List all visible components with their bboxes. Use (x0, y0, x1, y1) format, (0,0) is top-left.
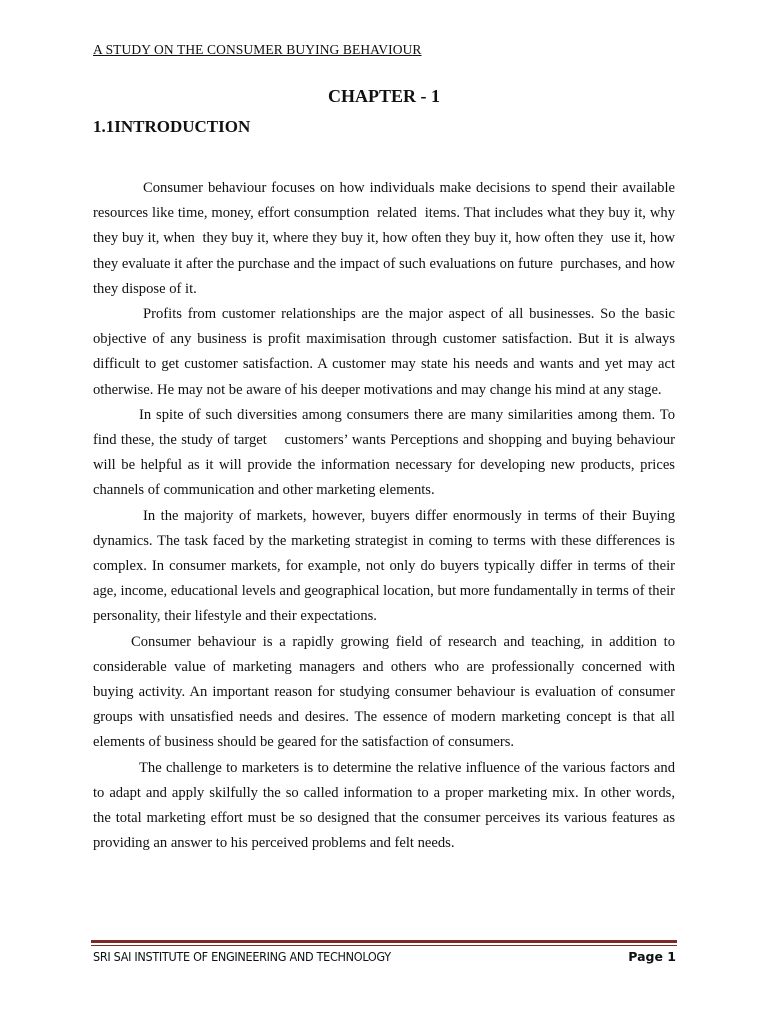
section-heading: 1.1INTRODUCTION (93, 117, 251, 136)
paragraph-6: The challenge to marketers is to determine the relative influence of the various factors and to adapt and apply skilfully the so called information to a proper marketing mix. In other words, the total marketing effort must be so designed that the consumer perceives its various features as providing an answer to his perceived problems and felt needs. (93, 759, 675, 852)
paragraph-3: In spite of such diversities among consumers there are many similarities among them. To find these, the study of target customers’ wants Perceptions and shopping and buying behaviour will be helpful as it will provide the information necessary for developing new products, prices channels of communication and other marketing elements. (93, 406, 679, 499)
running-header: A STUDY ON THE CONSUMER BUYING BEHAVIOUR (93, 42, 422, 57)
paragraph-1: Consumer behaviour focuses on how individuals make decisions to spend their available resources like time, money, effort consumption related items. That includes what they buy it, why they buy it, when they buy it, where they buy it, how often they buy it, how often they use it, how they evaluate it after the purchase and the impact of such evaluations on future purchases, and how they dispose of it. (93, 180, 683, 297)
chapter-heading: CHAPTER - 1 (328, 86, 440, 106)
body-text (93, 176, 683, 856)
paragraph-5: Consumer behaviour is a rapidly growing field of research and teaching, in addition to considerable value of marketing managers and others who are professionally concerned with buying activity. An important reason for studying consumer behaviour is evaluation of consumer groups with unsatisfied needs and desires. The essence of modern marketing concept is that all elements of business should be geared for the satisfaction of consumers. (93, 633, 675, 751)
paragraph-2: Profits from customer relationships are the major aspect of all businesses. So the basic objective of any business is profit maximisation through customer satisfaction. But it is always difficult to get customer satisfaction. A customer may state his needs and wants and yet may act otherwise. He may not be aware of his deeper motivations and may change his mind at any stage. (93, 306, 675, 398)
footer-rule (91, 940, 677, 943)
footer-institution: SRI SAI INSTITUTE OF ENGINEERING AND TECHNOLOGY (93, 949, 391, 964)
paragraph-4: In the majority of markets, however, buyers differ enormously in terms of their Buying dynamics. The task faced by the marketing strategist in coming to terms with these differences is complex. In consumer markets, for example, not only do buyers typically differ in terms of their age, income, educational levels and geographical location, but more fundamentally in terms of their personality, their lifestyle and their expectations. (93, 507, 675, 625)
page-number: Page 1 (628, 949, 676, 964)
footer-rule-thin (91, 945, 677, 946)
